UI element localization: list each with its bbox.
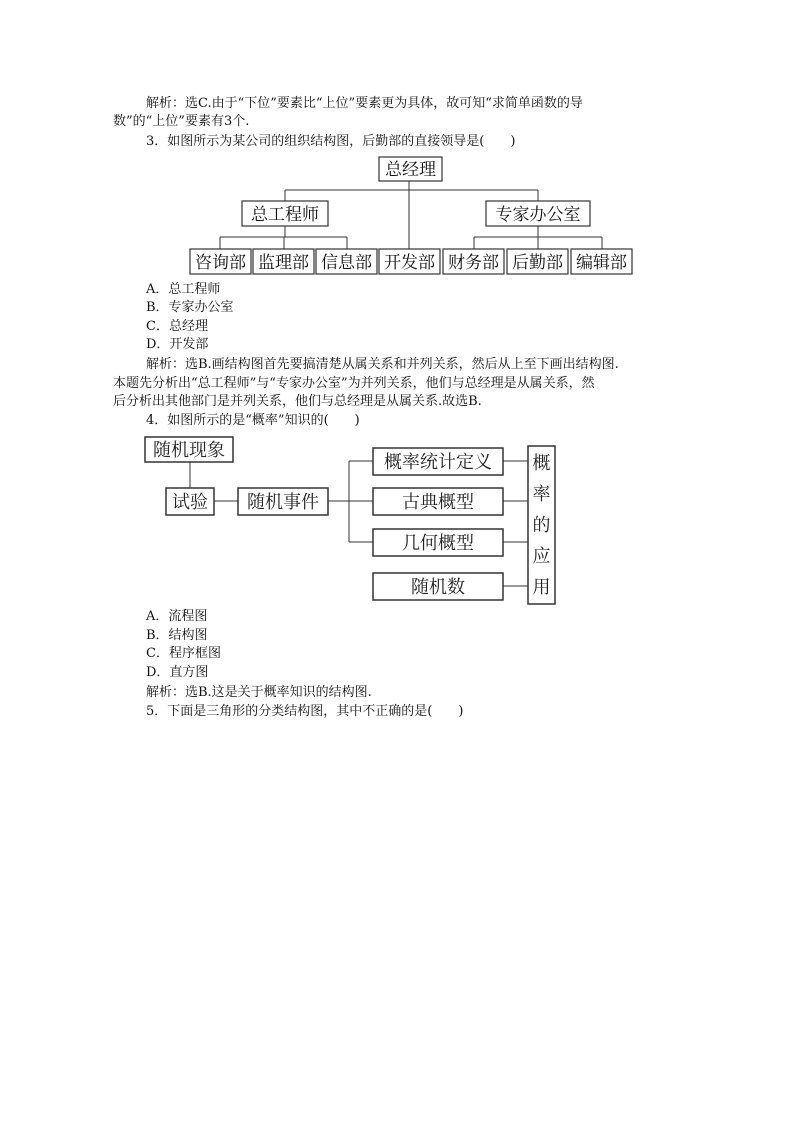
- q4-structure-chart: [145, 437, 555, 604]
- node-branch: [373, 573, 503, 600]
- node-branch: [373, 488, 503, 515]
- q4-option-c: C．程序框图: [146, 646, 221, 661]
- q4-option-d: D．直方图: [146, 665, 209, 680]
- q3-option-b: B．专家办公室: [146, 300, 234, 315]
- org-leaf: [571, 249, 632, 274]
- q4-option-a: A．流程图: [146, 609, 208, 624]
- svg-text:随机数: 随机数: [411, 577, 465, 598]
- node-branch: [373, 448, 503, 475]
- org-node-root: [379, 157, 442, 181]
- q3-analysis-line3: 后分析出其他部门是并列关系，他们与总经理是从属关系.故选B.: [113, 394, 482, 409]
- svg-text:监理部: 监理部: [258, 253, 309, 273]
- q2-analysis-line1: 解析：选C.由于“下位”要素比“上位”要素更为具体，故可知“求简单函数的导: [146, 96, 583, 111]
- q3-option-c: C．总经理: [146, 319, 208, 334]
- q4-analysis: 解析：选B.这是关于概率知识的结构图.: [146, 685, 372, 700]
- q5-stem: 5．下面是三角形的分类结构图，其中不正确的是( ): [146, 704, 464, 719]
- node-probability-application: [528, 446, 555, 604]
- org-leaf: [443, 249, 504, 274]
- org-node-expert-office: [486, 201, 590, 226]
- svg-text:的: 的: [532, 515, 551, 536]
- svg-text:编辑部: 编辑部: [576, 253, 627, 273]
- org-leaf: [379, 249, 440, 274]
- svg-text:应: 应: [532, 546, 551, 567]
- org-node-chief-engineer: [242, 201, 328, 226]
- svg-text:信息部: 信息部: [321, 253, 372, 273]
- svg-text:古典概型: 古典概型: [402, 492, 474, 513]
- node-branch: [373, 529, 503, 556]
- org-leaf: [190, 249, 251, 274]
- svg-text:随机事件: 随机事件: [247, 492, 319, 513]
- org-leaf: [316, 249, 377, 274]
- q3-option-a: A．总工程师: [146, 282, 221, 297]
- q3-analysis-line1: 解析：选B.画结构图首先要搞清楚从属关系和并列关系，然后从上至下画出结构图.: [146, 357, 619, 372]
- svg-text:咨询部: 咨询部: [195, 253, 246, 273]
- svg-text:开发部: 开发部: [384, 253, 435, 273]
- q4-stem: 4．如图所示的是“概率”知识的( ): [146, 413, 360, 428]
- svg-text:率: 率: [532, 484, 551, 505]
- org-mid-left-label: 总工程师: [251, 205, 319, 225]
- node-trial: [166, 488, 214, 515]
- q3-stem: 3．如图所示为某公司的组织结构图，后勤部的直接领导是( ): [146, 134, 516, 149]
- svg-text:后勤部: 后勤部: [512, 253, 563, 273]
- q3-analysis-line2: 本题先分析出“总工程师”与“专家办公室”为并列关系，他们与总经理是从属关系，然: [113, 376, 595, 391]
- svg-text:随机现象: 随机现象: [153, 440, 225, 461]
- q3-option-d: D．开发部: [146, 337, 209, 352]
- org-leaf: [507, 249, 568, 274]
- org-mid-right-label: 专家办公室: [495, 205, 581, 225]
- svg-text:几何概型: 几何概型: [402, 533, 474, 554]
- svg-text:财务部: 财务部: [448, 253, 499, 273]
- q2-analysis-line2: 数”的“上位”要素有3个.: [113, 114, 250, 129]
- node-random-event: [238, 488, 328, 515]
- q4-option-b: B．结构图: [146, 628, 208, 643]
- svg-text:试验: 试验: [172, 492, 208, 513]
- node-random-phenomenon: [145, 437, 233, 462]
- org-leaf: [253, 249, 314, 274]
- svg-text:概率统计定义: 概率统计定义: [384, 452, 492, 473]
- org-root-label: 总经理: [385, 160, 436, 180]
- svg-text:概: 概: [532, 453, 551, 474]
- svg-text:用: 用: [532, 577, 551, 598]
